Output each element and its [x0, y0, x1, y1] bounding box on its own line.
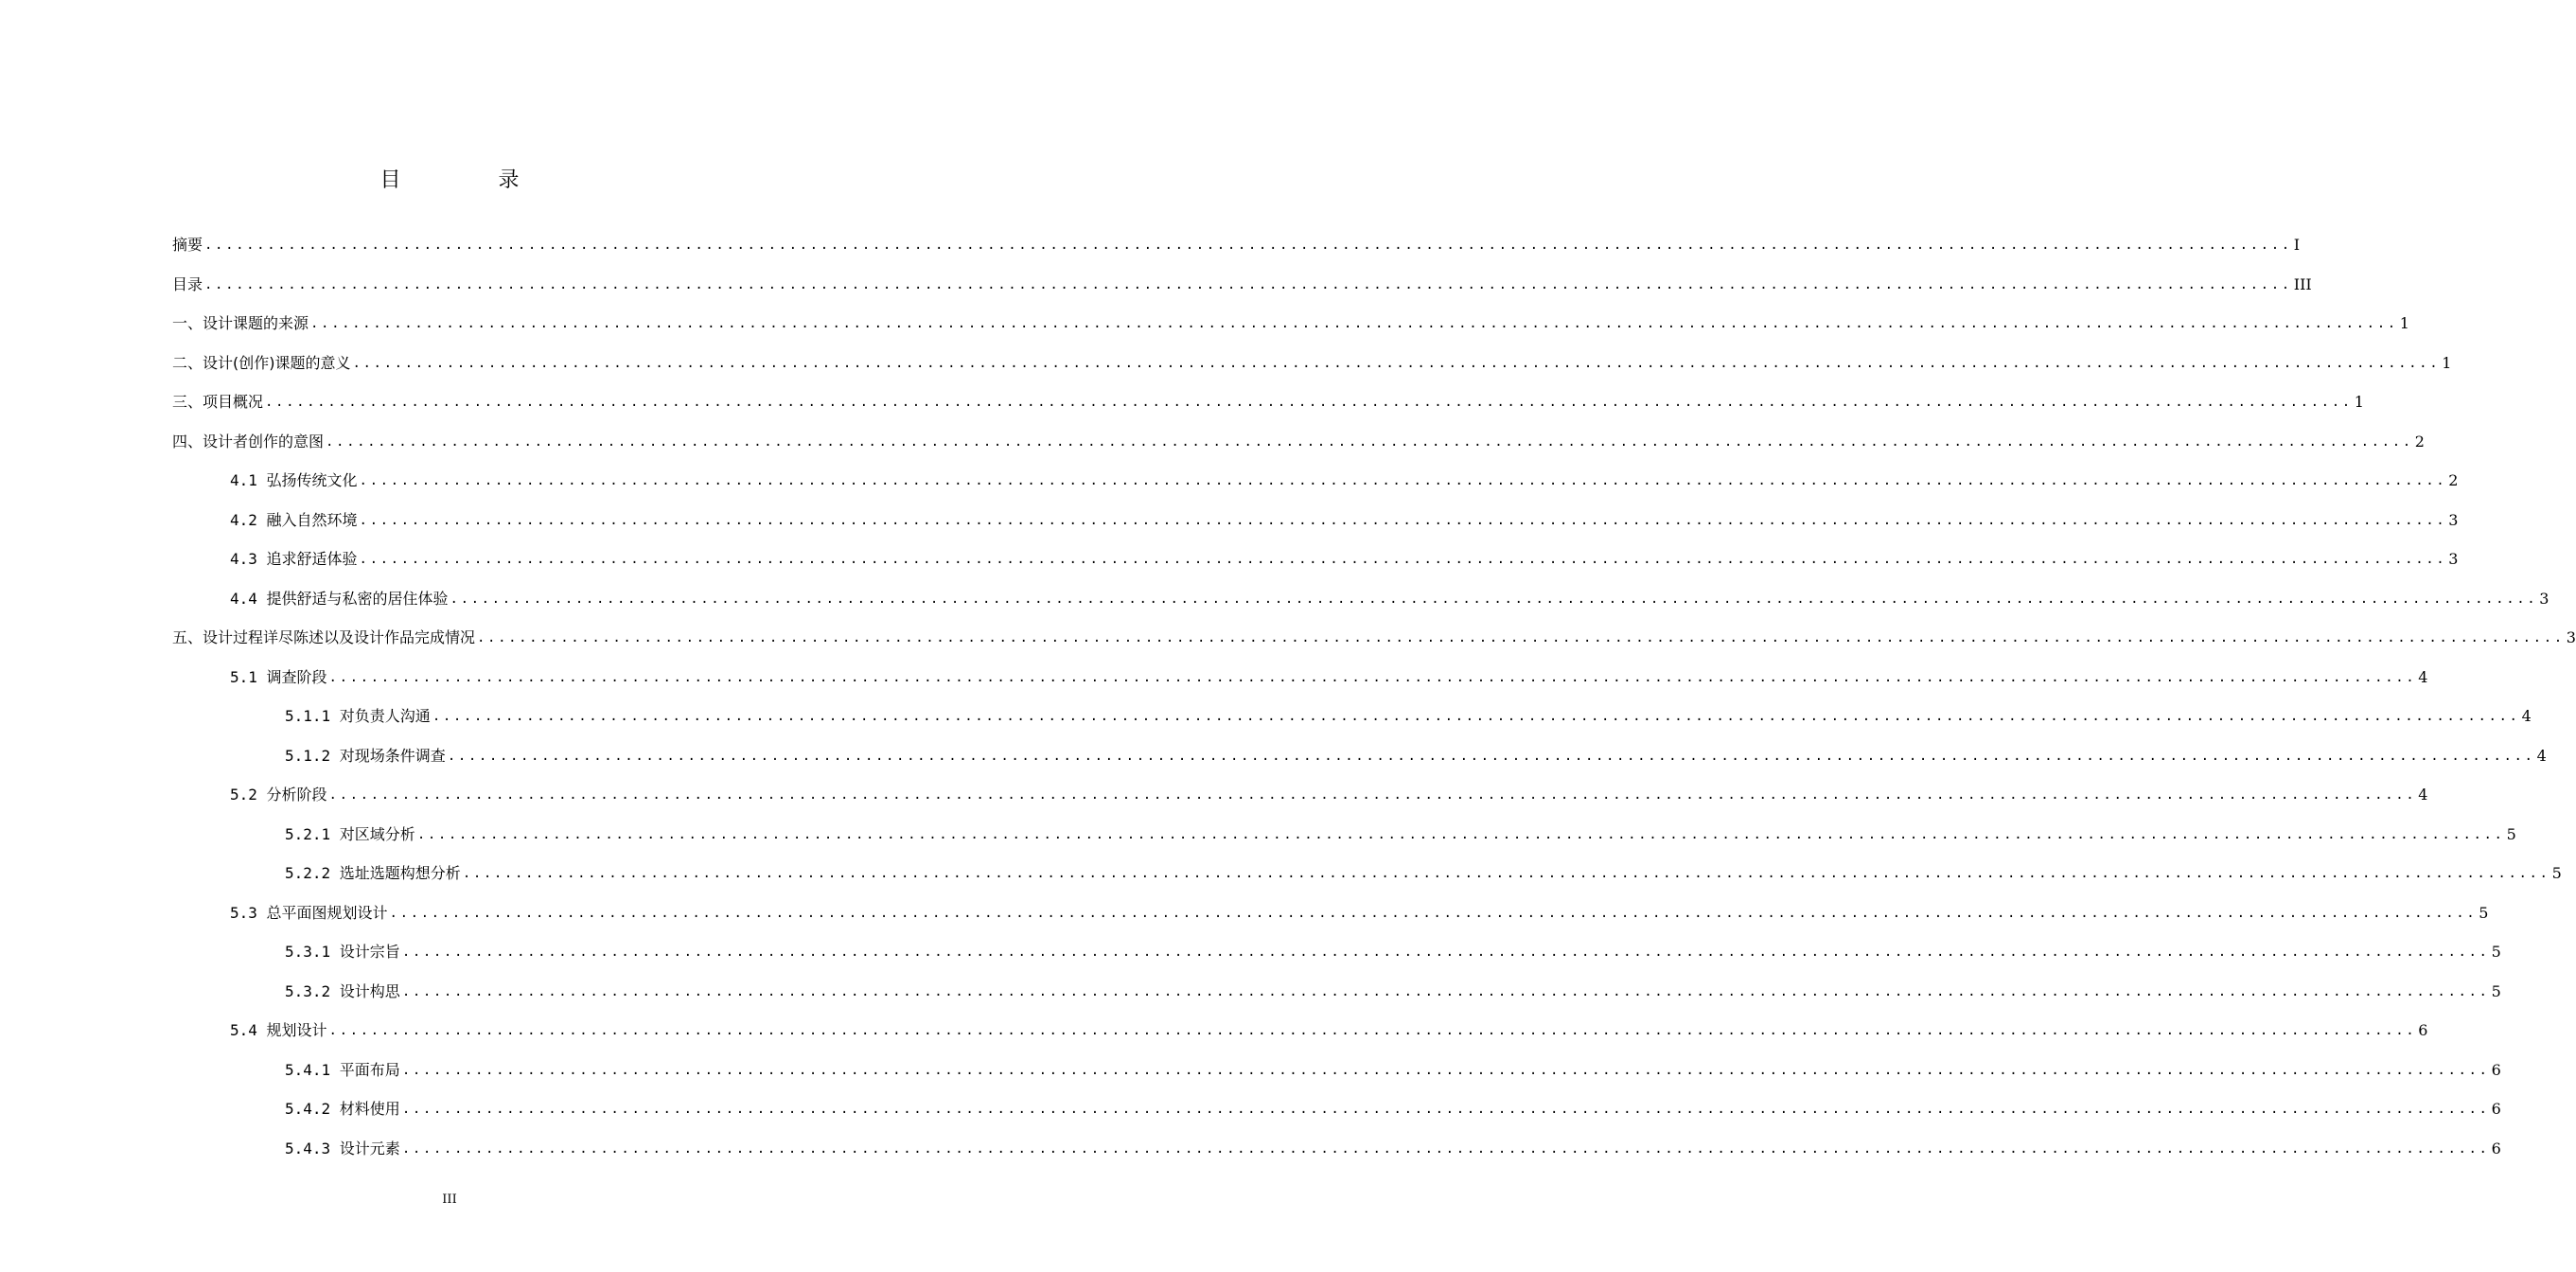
toc-entry-page-number: 5 — [2491, 943, 2501, 961]
toc-entry[interactable] — [230, 777, 2428, 805]
toc-entry[interactable] — [230, 581, 2550, 610]
toc-entry[interactable] — [172, 306, 2409, 334]
toc-entry[interactable] — [285, 698, 2532, 727]
toc-entry[interactable] — [285, 934, 2501, 963]
toc-entry-label: 5.4.2 材料使用 — [285, 1100, 400, 1118]
toc-entry-page-number: III — [2293, 275, 2312, 293]
toc-entry-page-number: 6 — [2418, 1021, 2428, 1039]
toc-leader-dots: ........................................................................................................................................................................................................ — [447, 749, 2535, 764]
toc-leader-dots: ........................................................................................................................................................................................................ — [477, 630, 2565, 645]
toc-entry-label: 5.1 调查阶段 — [230, 668, 327, 686]
toc-entry-label: 一、设计课题的来源 — [172, 314, 309, 332]
toc-entry-label: 4.3 追求舒适体验 — [230, 550, 358, 568]
toc-entry-label: 5.3 总平面图规划设计 — [230, 904, 388, 922]
toc-leader-dots: ........................................................................................................................................................................................................ — [450, 592, 2538, 607]
toc-entry-label: 5.3.1 设计宗旨 — [285, 943, 400, 961]
toc-entry-label: 五、设计过程详尽陈述以及设计作品完成情况 — [172, 628, 476, 646]
toc-entry-page-number: 6 — [2491, 1100, 2501, 1118]
toc-entry-label: 四、设计者创作的意图 — [172, 433, 325, 450]
toc-leader-dots: ........................................................................................................................................................................................................ — [432, 709, 2520, 724]
toc-entry-label: 4.2 融入自然环境 — [230, 511, 358, 529]
toc-leader-dots: ........................................................................................................................................................................................................ — [389, 906, 2478, 921]
toc-leader-dots: ........................................................................................................................................................................................................ — [401, 945, 2490, 960]
toc-entry-label: 5.3.2 设计构思 — [285, 982, 400, 1000]
toc-entry-page-number: 3 — [2448, 511, 2459, 529]
toc-leader-dots: ........................................................................................................................................................................................................ — [352, 356, 2441, 371]
toc-entry[interactable] — [230, 895, 2489, 924]
toc-entry-label: 5.1.2 对现场条件调查 — [285, 747, 446, 765]
toc-entry-label: 摘要 — [172, 236, 203, 254]
toc-entry[interactable] — [285, 817, 2516, 845]
toc-entry-label: 5.2 分析阶段 — [230, 786, 327, 804]
toc-entry-page-number: 4 — [2536, 747, 2547, 765]
toc-entry[interactable] — [285, 1091, 2501, 1120]
toc-leader-dots: ........................................................................................................................................................................................................ — [265, 395, 2353, 410]
toc-entry[interactable] — [230, 1013, 2428, 1041]
toc-entry-label: 4.4 提供舒适与私密的居住体验 — [230, 590, 449, 608]
toc-entry[interactable] — [172, 267, 2312, 295]
toc-entry[interactable] — [285, 738, 2547, 767]
toc-entry-label: 5.4.1 平面布局 — [285, 1061, 400, 1079]
toc-entry-label: 目录 — [172, 275, 203, 293]
toc-entry-page-number: 6 — [2491, 1140, 2501, 1157]
toc-leader-dots: ........................................................................................................................................................................................................ — [204, 238, 2292, 253]
toc-entry[interactable] — [230, 660, 2428, 688]
toc-entry-page-number: 2 — [2448, 471, 2459, 489]
toc-entry-page-number: 2 — [2414, 433, 2425, 450]
toc-entry-page-number: 4 — [2521, 707, 2532, 725]
toc-entry[interactable] — [172, 345, 2452, 374]
footer-page-number: III — [442, 1192, 457, 1207]
toc-entry[interactable] — [230, 463, 2459, 491]
toc-leader-dots: ........................................................................................................................................................................................................ — [401, 1102, 2490, 1117]
toc-entry-label: 三、项目概况 — [172, 393, 264, 411]
toc-entry-page-number: 5 — [2551, 864, 2562, 882]
toc-entry[interactable] — [172, 227, 2301, 256]
toc-entry-label: 5.4.3 设计元素 — [285, 1140, 400, 1157]
toc-entry[interactable] — [230, 541, 2459, 570]
toc-leader-dots: ........................................................................................................................................................................................................ — [328, 1023, 2417, 1038]
toc-entry-page-number: 5 — [2479, 904, 2489, 922]
toc-entry-label: 5.1.1 对负责人沟通 — [285, 707, 431, 725]
toc-entry[interactable] — [285, 856, 2562, 884]
toc-entry[interactable] — [285, 974, 2501, 1002]
toc-entry[interactable] — [172, 424, 2425, 452]
toc-leader-dots: ........................................................................................................................................................................................................ — [401, 1141, 2490, 1157]
toc-entry-label: 5.4 规划设计 — [230, 1021, 327, 1039]
toc-entry-page-number: 3 — [2566, 628, 2576, 646]
toc-leader-dots: ........................................................................................................................................................................................................ — [359, 513, 2447, 528]
toc-entry-page-number: 1 — [2399, 314, 2409, 332]
toc-entry-page-number: 4 — [2418, 786, 2428, 804]
toc-leader-dots: ........................................................................................................................................................................................................ — [326, 434, 2413, 450]
toc-entry-page-number: I — [2293, 236, 2301, 254]
toc-leader-dots: ........................................................................................................................................................................................................ — [328, 787, 2417, 803]
toc-entry[interactable] — [172, 620, 2576, 648]
toc-leader-dots: ........................................................................................................................................................................................................ — [359, 473, 2447, 488]
toc-entry-label: 5.2.2 选址选题构想分析 — [285, 864, 461, 882]
toc-entry-page-number: 1 — [2354, 393, 2364, 411]
toc-entry-page-number: 5 — [2491, 982, 2501, 1000]
toc-entry-page-number: 6 — [2491, 1061, 2501, 1079]
toc-entry-page-number: 3 — [2539, 590, 2550, 608]
toc-entry[interactable] — [285, 1131, 2501, 1159]
toc-leader-dots: ........................................................................................................................................................................................................ — [204, 277, 2292, 292]
page-title: 目 录 — [379, 168, 565, 192]
toc-entry-page-number: 1 — [2442, 354, 2452, 372]
toc-entry-page-number: 4 — [2418, 668, 2428, 686]
toc-entry[interactable] — [172, 384, 2364, 413]
toc-leader-dots: ........................................................................................................................................................................................................ — [401, 984, 2490, 999]
toc-entry[interactable] — [285, 1052, 2501, 1081]
toc-entry-label: 4.1 弘扬传统文化 — [230, 471, 358, 489]
toc-leader-dots: ........................................................................................................................................................................................................ — [416, 827, 2505, 842]
toc-leader-dots: ........................................................................................................................................................................................................ — [359, 552, 2447, 567]
toc-entry-label: 二、设计(创作)课题的意义 — [172, 354, 351, 372]
toc-entry-page-number: 3 — [2448, 550, 2459, 568]
toc-entry-page-number: 5 — [2506, 825, 2516, 843]
toc-entry[interactable] — [230, 503, 2459, 531]
toc-entry-label: 5.2.1 对区域分析 — [285, 825, 415, 843]
toc-leader-dots: ........................................................................................................................................................................................................ — [462, 866, 2550, 881]
toc-leader-dots: ........................................................................................................................................................................................................ — [401, 1063, 2490, 1078]
toc-leader-dots: ........................................................................................................................................................................................................ — [328, 670, 2417, 685]
toc-leader-dots: ........................................................................................................................................................................................................ — [310, 316, 2398, 331]
